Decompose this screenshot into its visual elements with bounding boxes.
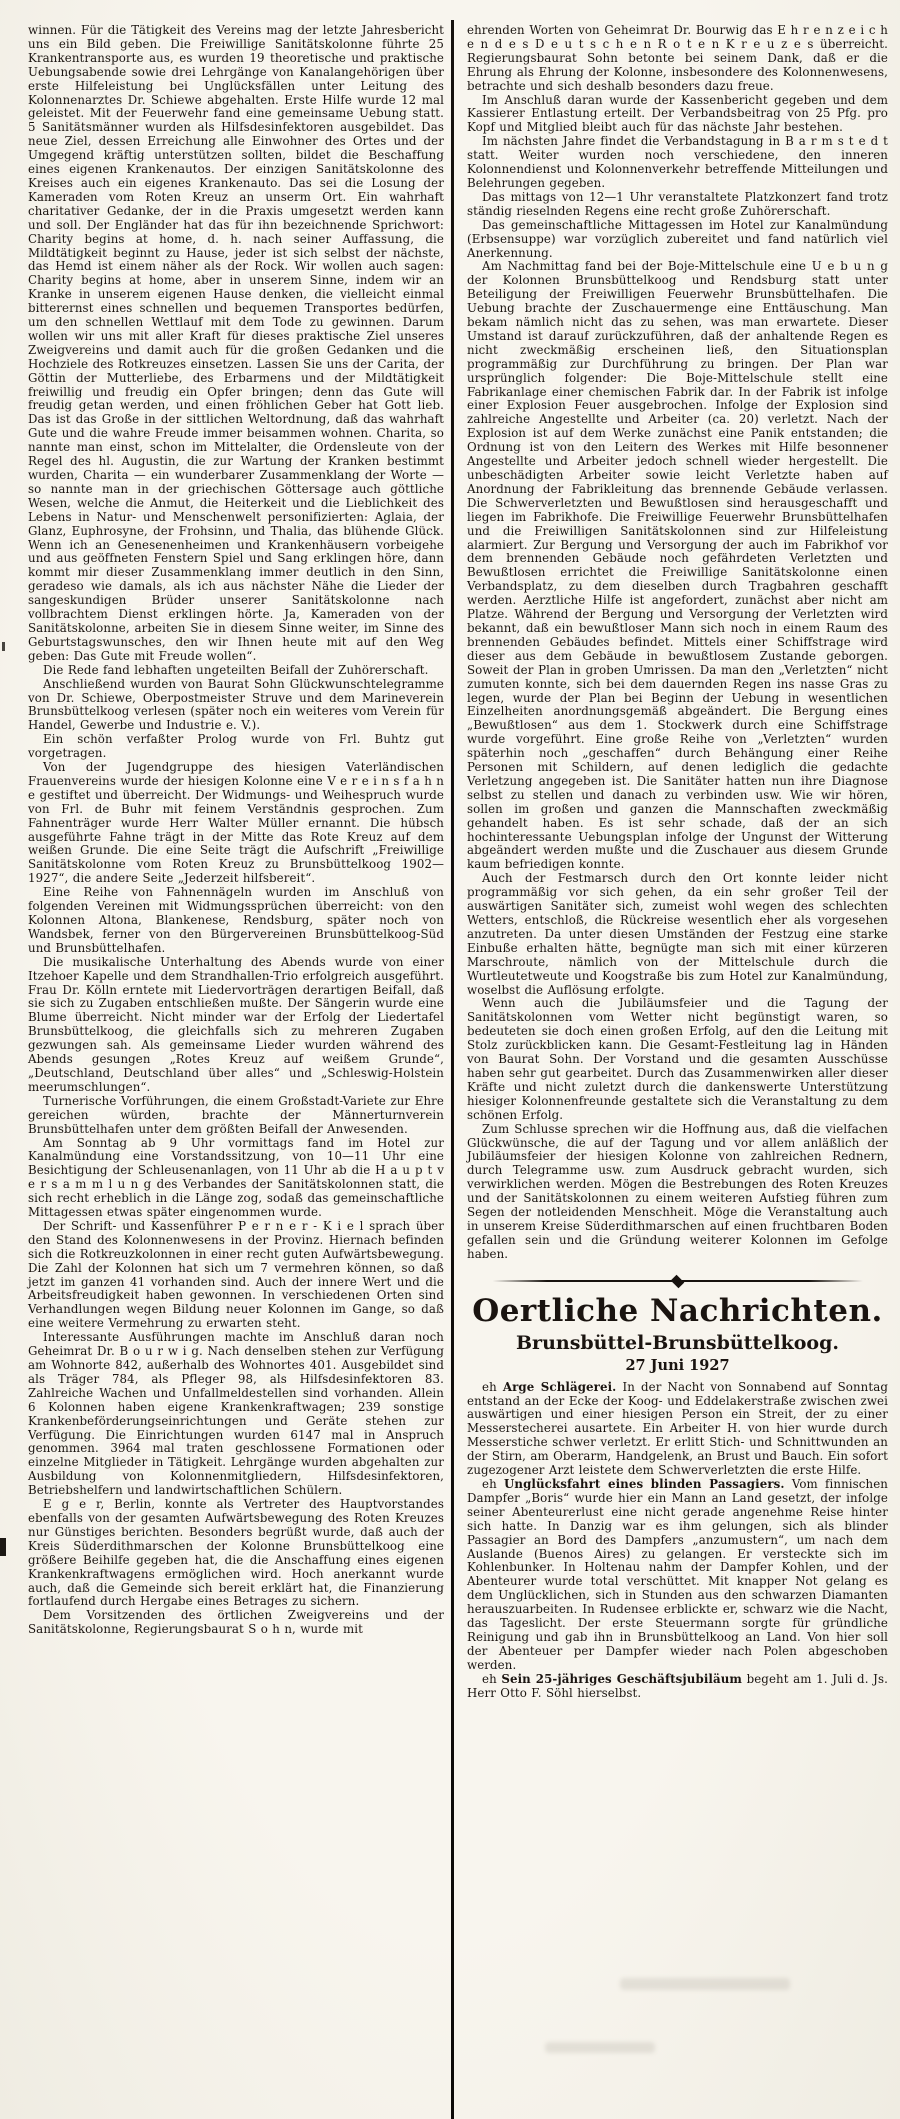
column-rule	[451, 20, 454, 2119]
article-paragraph: Ein schön verfaßter Prolog wurde von Frl. Buhtz gut vorgetragen.	[28, 732, 444, 761]
article-paragraph: Anschließend wurden von Baurat Sohn Glückwunschtelegramme von Dr. Schiewe, Oberpostmeister Struve und dem Marineverein Brunsbüttelkoog verlesen (später noch ein weiteres vom Verein für Handel, Gewerbe und Industrie e. V.).	[28, 676, 444, 733]
section-title: Oertliche Nachrichten.	[472, 1292, 883, 1329]
rule-line	[682, 1280, 863, 1282]
ornamental-rule	[493, 1276, 863, 1287]
article-paragraph: Das mittags von 12—1 Uhr veranstaltete Platzkonzert fand trotz ständig rieselnden Regens eine recht große Zuhörerschaft.	[467, 189, 888, 218]
section-subtitle: Brunsbüttel-Brunsbüttelkoog.	[516, 1331, 839, 1354]
correspondent-mark: eh	[482, 1671, 497, 1686]
scan-artifact	[0, 1538, 6, 1556]
article-paragraph: Das gemeinschaftliche Mittagessen im Hotel zur Kanalmündung (Erbsensuppe) war vorzüglich zubereitet und fand natürlich viel Anerkennung.	[467, 217, 888, 260]
left-column	[28, 24, 444, 1637]
article-paragraph: Turnerische Vorführungen, die einem Großstadt-Variete zur Ehre gereichen würden, brachte der Männerturnverein Brunsbüttelhafen unter dem größten Beifall der Anwesenden.	[28, 1093, 444, 1136]
right-column	[467, 24, 888, 1701]
correspondent-mark: eh	[482, 1379, 497, 1394]
item-text: begeht am 1. Juli d. Js. Herr Otto F. Söhl hierselbst.	[467, 1671, 888, 1700]
diamond-ornament	[671, 1274, 685, 1288]
article-paragraph: Die Rede fand lebhaften ungeteilten Beifall der Zuhörerschaft.	[43, 662, 429, 677]
article-paragraph: Wenn auch die Jubiläumsfeier und die Tagung der Sanitätskolonnen vom Wetter nicht begünstigt waren, so bedeuteten sie doch einen großen Erfolg, auf den die Leitung mit Stolz zurückblicken kann. Die Gesamt-Festleitung lag in Händen von Baurat Sohn. Der Vorstand und die gesamten Ausschüsse haben sehr gut gearbeitet. Durch das Zusammenwirken aller dieser Kräfte und nicht zuletzt durch die dankenswerte Unterstützung hiesiger Kolonnenfreunde gestaltete sich die Veranstaltung zu dem schönen Erfolg.	[467, 996, 888, 1122]
local-news-item	[467, 1673, 888, 1701]
article-paragraph: Auch der Festmarsch durch den Ort konnte leider nicht programmäßig vor sich gehen, da ein sehr großer Teil der auswärtigen Sanitäter sich, zumeist wohl wegen des schlechten Wetters, entschloß, die Rückreise wesentlich eher als vorgesehen anzutreten. Da unter diesen Umständen der Festzug eine starke Einbuße erhalten hätte, begnügte man sich mit einer kürzeren Marschroute, nämlich von der Mittelschule durch die Wurtleutetweute und Koogstraße bis zum Hotel zur Kanalmündung, woselbst die Auflösung erfolgte.	[467, 871, 888, 997]
scan-artifact	[2, 642, 5, 651]
article-paragraph: Interessante Ausführungen machte im Anschluß daran noch Geheimrat Dr. B o u r w i g. Nach denselben stehen zur Verfügung am Wohnorte 842, außerhalb des Wohnortes 401. Ausgebildet sind als Träger 784, als Pfleger 98, als Hilfsdesinfektoren 83. Zahlreiche Wachen und Unfallmeldestellen sind vorhanden. Allein 6 Kolonnen haben eigene Krankenkraftwagen; 239 sonstige Krankenbeförderungseinrichtungen und Geräte stehen zur Verfügung. Die Einrichtungen wurden 6147 mal in Anspruch genommen. 3964 mal traten geschlossene Formationen oder einzelne Mitglieder in Tätigkeit. Lehrgänge wurden abgehalten zur Ausbildung von Kolonnenmitgliedern, Hilfsdesinfektoren, Betriebshelfern und landwirtschaftlichen Schülern.	[28, 1330, 444, 1498]
local-news-item	[467, 1478, 888, 1673]
article-paragraph: Zum Schlusse sprechen wir die Hoffnung aus, daß die vielfachen Glückwünsche, die auf der Tagung und vor allem anläßlich der Jubiläumsfeier der hiesigen Kolonne von zahlreichen Rednern, durch Telegramme usw. zum Ausdruck gebracht wurden, sich verwirklichen werden. Mögen die Bestrebungen des Roten Kreuzes und der Sanitätskolonnen zu einem weiteren Aufstieg führen zum Segen der notleidenden Menschheit. Möge die Veranstaltung auch in unserem Kreise Süderdithmarschen auf einen fruchtbaren Boden gefallen sein und die Gründung weiterer Kolonnen im Gefolge haben.	[467, 1121, 888, 1261]
section-date: 27 Juni 1927	[625, 1356, 730, 1374]
local-news-item	[467, 1381, 888, 1478]
correspondent-mark: eh	[482, 1477, 497, 1491]
article-paragraph: Am Sonntag ab 9 Uhr vormittags fand im Hotel zur Kanalmündung eine Vorstandssitzung, von 10—11 Uhr eine Besichtigung der Schleusenanlagen, von 11 Uhr ab die H a u p t v e r s a m m l u n g des Verbandes der Sanitätskolonnen statt, die sich recht erheblich in die Länge zog, sodaß das gemeinschaftliche Mittagessen etwas später eingenommen wurde.	[28, 1135, 444, 1220]
article-paragraph: Die musikalische Unterhaltung des Abends wurde von einer Itzehoer Kapelle und dem Strandhallen-Trio erfolgreich ausgeführt. Frau Dr. Kölln erntete mit Liedervorträgen derartigen Beifall, daß sie sich zu Zugaben entschließen mußte. Der Sängerin wurde eine Blume überreicht. Nicht minder war der Erfolg der Liedertafel Brunsbüttelkoog, die gleichfalls sich zu mehreren Zugaben gezwungen sah. Als gemeinsame Lieder wurden während des Abends gesungen „Rotes Kreuz auf weißem Grunde“, „Deutschland, Deutschland über alles“ und „Schleswig-Holstein meerumschlungen“.	[28, 954, 444, 1094]
article-paragraph: E g e r, Berlin, konnte als Vertreter des Hauptvorstandes ebenfalls von der gesamten Aufwärtsbewegung des Roten Kreuzes nur Günstiges berichten. Besonders begrüßt wurde, daß auch der Kreis Süderdithmarschen der Kolonne Brunsbüttelkoog eine größere Beihilfe gegeben hat, die die Anschaffung eines eigenen Krankenkraftwagens ermöglichen wird. Hoch anerkannt wurde auch, daß die Gemeinde sich bereit erklärt hat, die Finanzierung fortlaufend durch Hergabe eines Betrages zu sichern.	[28, 1497, 444, 1609]
article-paragraph: winnen. Für die Tätigkeit des Vereins mag der letzte Jahresbericht uns ein Bild geben. Die Freiwillige Sanitätskolonne führte 25 Krankentransporte aus, es wurden 19 theoretische und praktische Uebungsabende sowie drei Lehrgänge von Kanalangehörigen über erste Hilfeleistung bei Unglücksfällen unter Leitung des Kolonnenarztes Dr. Schiewe abgehalten. Erste Hilfe wurde 12 mal geleistet. Mit der Feuerwehr fand eine gemeinsame Uebung statt. 5 Sanitätsmänner wurden als Hilfsdesinfektoren ausgebildet. Das neue Ziel, dessen Erreichung alle Einwohner des Ortes und der Umgegend kräftig unterstützen sollten, bildet die Beschaffung eines eigenen Krankenautos. Der einzigen Sanitätskolonne des Kreises auch ein eigenes Krankenauto. Das sei die Losung der Kameraden vom Roten Kreuz an unserm Ort. Ein wahrhaft charitativer Gedanke, der in die Praxis umgesetzt werden kann und soll. Der Engländer hat das für ihn bezeichnende Sprichwort: Charity begins at home, d. h. nach seiner Auffassung, die Mildtätigkeit beginnt zu Hause, jeder ist sich selbst der nächste, das Hemd ist einem näher als der Rock. Wir wollen auch sagen: Charity begins at home, aber in unserem Sinne, indem wir an Kranke in unserem eigenen Hause denken, die vielleicht einmal bitterernst eines schnellen und bequemen Transportes bedürfen, um den schnellen Wettlauf mit dem Tode zu gewinnen. Darum wollen wir uns mit aller Kraft für dieses praktische Ziel unseres Zweigvereins und damit auch für die großen Gedanken und die Hochziele des Rotkreuzes einsetzen. Lassen Sie uns der Carita, der Göttin der Mutterliebe, des Erbarmens und der Mildtätigkeit freiwillig und freudig ein Opfer bringen; denn das Gute will freudig getan werden, und einen fröhlichen Geber hat Gott lieb. Das ist das Große in der sittlichen Weltordnung, daß das wahrhaft Gute und die wahre Freude immer beisammen wohnen. Charita, so nannte man einst, schon im Mittelalter, die Ordensleute von der Regel des hl. Augustin, die zur Wartung der Kranken bestimmt wurden, Charita — ein wunderbarer Zusammenklang der Worte — so nannte man in der griechischen Göttersage auch göttliche Wesen, welche die Anmut, die Heiterkeit und die Lieblichkeit des Lebens in Natur- und Menschenwelt personifizierten: Aglaia, der Glanz, Euphrosyne, der Frohsinn, und Thalia, das blühende Glück. Wenn ich an Genesenenheimen und Krankenhäusern vorbeigehe und aus geöffneten Fenstern Spiel und Sang erklingen höre, dann kommt mir dieser Zusammenklang immer deutlich in den Sinn, geradeso wie damals, als ich aus nächster Nähe die Lieder der sangeskundigen Brüder unserer Sanitätskolonne nach vollbrachtem Dienst erklingen hörte. Ja, Kameraden von der Sanitätskolonne, arbeiten Sie in diesem Sinne weiter, im Sinne des Geburtstagswunsches, den wir Ihnen heute mit auf den Weg geben: Das Gute mit Freude wollen“.	[28, 23, 444, 663]
article-paragraph: Eine Reihe von Fahnennägeln wurden im Anschluß von folgenden Vereinen mit Widmungssprüchen überreicht: von den Kolonnen Altona, Blankenese, Rendsburg, später noch von Wandsbek, ferner von den Bürgervereinen Brunsbüttelkoog-Süd und Brunsbüttelhafen.	[28, 885, 444, 955]
article-paragraph: Im nächsten Jahre findet die Verbandstagung in B a r m s t e d t statt. Weiter wurden noch verschiedene, den inneren Kolonnendienst und Kolonnenverkehr betreffende Mitteilungen und Belehrungen gegeben.	[467, 134, 888, 190]
article-paragraph: Am Nachmittag fand bei der Boje-Mittelschule eine U e b u n g der Kolonnen Brunsbüttelkoog und Rendsburg statt unter Beteiligung der Freiwilligen Feuerwehr Brunsbüttelhafen. Die Uebung brachte der Zuschauermenge eine Enttäuschung. Man bekam nämlich nicht das zu sehen, was man erwartete. Dieser Umstand ist darauf zurückzuführen, daß der anhaltende Regen es nicht zweckmäßig erscheinen ließ, den Situationsplan programmäßig zur Durchführung zu bringen. Der Plan war ursprünglich folgender: Die Boje-Mittelschule stellt eine Fabrikanlage einer chemischen Fabrik dar. In der Fabrik ist infolge einer Explosion Feuer ausgebrochen. Infolge der Explosion sind zahlreiche Angestellte und Arbeiter (ca. 20) verletzt. Nach der Explosion ist auf dem Werke zunächst eine Panik entstanden; die Ordnung ist von den Leitern des Werkes mit Hilfe besonnener Angestellte und Arbeiter jedoch schnell wieder hergestellt. Die unbeschädigten Arbeiter sowie leicht Verletzte haben auf Anordnung der Fabrikleitung das brennende Gebäude verlassen. Die Schwerverletzten und Bewußtlosen sind herausgeschafft und liegen im Fabrikhofe. Die Freiwillige Feuerwehr Brunsbüttelhafen und die Freiwilligen Sanitätskolonnen sind zur Hilfeleistung alarmiert. Zur Bergung und Versorgung der auch im Fabrikhof vor dem brennenden Gebäude noch gefährdeten Verletzten und Bewußtlosen errichtet die Freiwillige Sanitätskolonne einen Verbandsplatz, zu dem dieselben durch Tragbahren geschafft werden. Aerztliche Hilfe ist angefordert, zunächst aber nicht am Platze. Während der Bergung und Versorgung der Verletzten wird bekannt, daß ein bewußtloser Mann sich noch in einem Raum des brennenden Gebäudes befindet. Mittels einer Schiffstrage wird dieser aus dem Gebäude in bewußtlosem Zustande geborgen. Soweit der Plan in groben Umrissen. Da man den „Verletzten“ nicht zumuten konnte, sich bei dem dauernden Regen ins nasse Gras zu legen, wurde der Plan bei Beginn der Uebung in wesentlichen Einzelheiten anordnungsgemäß abgeändert. Die Bergung eines „Bewußtlosen“ aus dem 1. Stockwerk durch eine Schiffstrage wurde vorgeführt. Eine große Reihe von „Verletzten“ wurden späterhin noch „geschaffen“ durch Behängung einer Reihe Personen mit Schildern, auf denen lediglich die gedachte Verletzung angegeben ist. Die Sanitäter hatten nun ihre Diagnose selbst zu stellen und danach zu verbinden usw. Wie wir hören, sollen im großen und ganzen die Mannschaften zweckmäßig gehandelt haben. Es ist sehr schade, daß der an sich hochinteressante Uebungsplan infolge der Ungunst der Witterung abgeändert werden mußte und die Zuschauer aus diesem Grunde kaum befriedigen konnte.	[467, 259, 888, 872]
item-lead: Arge Schlägerei.	[502, 1379, 617, 1394]
rule-line	[493, 1280, 674, 1282]
article-paragraph: ehrenden Worten von Geheimrat Dr. Bourwig das E h r e n z e i c h e n d e s D e u t s c h e n R o t e n K r e u z e s überreicht. Regierungsbaurat Sohn betonte bei seinem Dank, daß er die Ehrung als Ehrung der Kolonne, insbesondere des Kolonnenwesens, betrachte und sich deshalb besonders dazu freue.	[467, 23, 888, 93]
item-text: In der Nacht von Sonnabend auf Sonntag entstand an der Ecke der Koog- und Eddelakerstraße zwischen zwei auswärtigen und einer hiesigen Person ein Streit, der zu einer Messerstecherei ausartete. Ein Arbeiter H. von hier wurde durch Messerstiche schwer verletzt. Er erlitt Stich- und Schnittwunden an der Stirn, am Oberarm, Handgelenk, an Brust und Bauch. Ein sofort zugezogener Arzt leistete dem Schwerverletzten die erste Hilfe.	[467, 1379, 888, 1478]
article-paragraph: Von der Jugendgruppe des hiesigen Vaterländischen Frauenvereins wurde der hiesigen Kolonne eine V e r e i n s f a h n e gestiftet und überreicht. Der Widmungs- und Weihespruch wurde von Frl. de Buhr mit feinem Verständnis gesprochen. Zum Fahnenträger wurde Herr Walter Müller ernannt. Die hübsch ausgeführte Fahne trägt in der Mitte das Rote Kreuz auf dem weißen Grunde. Die eine Seite trägt die Aufschrift „Freiwillige Sanitätskolonne vom Roten Kreuz zu Brunsbüttelkoog 1902—1927“, die andere Seite „Jederzeit hilfsbereit“.	[28, 760, 444, 886]
article-paragraph: Dem Vorsitzenden des örtlichen Zweigvereins und der Sanitätskolonne, Regierungsbaurat S o h n, wurde mit	[28, 1608, 444, 1637]
article-paragraph: Im Anschluß daran wurde der Kassenbericht gegeben und dem Kassierer Entlastung erteilt. Der Verbandsbeitrag von 25 Pfg. pro Kopf und Mitglied bleibt auch für das nächste Jahr bestehen.	[467, 92, 888, 135]
bleedthrough-artifact	[620, 1978, 790, 1990]
item-lead: Unglücksfahrt eines blinden Passagiers.	[504, 1477, 785, 1491]
local-news-section-header	[467, 1276, 888, 1374]
item-lead: Sein 25-jähriges Geschäftsjubiläum	[501, 1671, 742, 1686]
article-paragraph: Der Schrift- und Kassenführer P e r n e r - K i e l sprach über den Stand des Kolonnenwesens in der Provinz. Hiernach befinden sich die Rotkreuzkolonnen in einer recht guten Aufwärtsbewegung. Die Zahl der Kolonnen hat sich um 7 vermehren können, so daß jetzt im ganzen 41 vorhanden sind. Auch der innere Wert und die Arbeitsfreudigkeit haben gewonnen. In verschiedenen Orten sind Verhandlungen wegen Bildung neuer Kolonnen im Gange, so daß eine weitere Vermehrung zu erwarten steht.	[28, 1218, 444, 1331]
bleedthrough-artifact	[545, 2042, 655, 2053]
item-text: Vom finnischen Dampfer „Boris“ wurde hier ein Mann an Land gesetzt, der infolge seiner Abenteurerlust eine nicht gerade angenehme Reise hinter sich hatte. In Danzig war es ihm gelungen, sich als blinder Passagier an Bord des Dampfers „anzumustern“, um nach dem Auslande (Buenos Aires) zu gelangen. Er versteckte sich im Kohlenbunker. In Holtenau nahm der Dampfer Kohlen, und der Abenteurer wurde total verschüttet. Mit knapper Not gelang es dem Unglücklichen, sich in Stunden aus den schwarzen Diamanten herauszuarbeiten. In Rudensee erblickte er, schwarz wie die Nacht, das Tageslicht. Der erste Steuermann sorgte für gründliche Reinigung und gab ihn in Brunsbüttelkoog an Land. Von hier soll der Abenteuer per Dampfer wieder nach Polen abgeschoben werden.	[467, 1477, 888, 1672]
